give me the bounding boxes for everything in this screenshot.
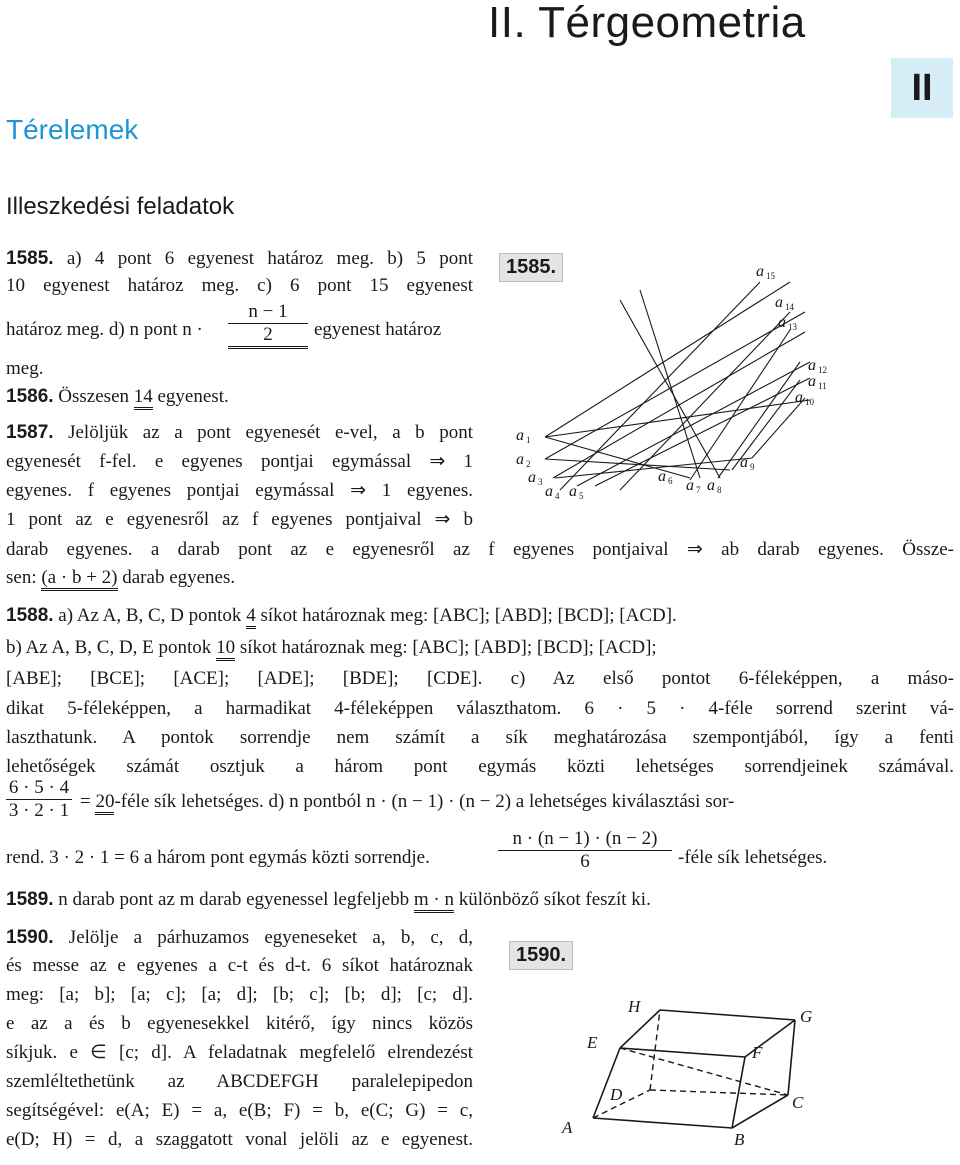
svg-text:13: 13 [788,322,797,332]
p1585-line-1: 1585. a) 4 pont 6 egyenest határoz meg. b) 5 pont [6,248,473,269]
subsection-title: Illeszkedési feladatok [6,193,235,220]
p1585-line-2: 10 egyenest határoz meg. c) 6 pont 15 egyenest [6,275,473,296]
p1588-line-7: $\frac{6 \cdot 5 \cdot 4}{3 \cdot 2 \cdot 1}$ = 20-féle sík lehetséges. d) n pontból n · (n − 1) · (n − 2) a lehetséges kiválasztási sor- [6,777,954,827]
line-label-a1: a [516,427,524,444]
p1590-line-1: 1590. Jelölje a párhuzamos egyeneseket a, b, c, d, [6,927,473,948]
p1587-line-2: egyenesét f-fel. e egyenes pontjai egymással ⇒ 1 [6,451,473,472]
svg-text:15: 15 [766,271,775,281]
line-label-a2: a [516,451,524,468]
answer-value: m · n [414,889,454,913]
answer-value: 4 [246,605,256,629]
line-label-a6: a [658,468,666,485]
line-label-a7: a [686,477,694,494]
svg-text:8: 8 [717,485,722,495]
svg-text:4: 4 [555,491,560,501]
fraction: $\frac{n \cdot (n - 1) \cdot (n - 2)}{6}$ [498,828,672,873]
p1587-line-6: sen: (a · b + 2) darab egyenes. [6,566,235,590]
p1588-line-8: rend. 3 · 2 · 1 = 6 a három pont egymás közti sorrendje. $\frac{n \cdot (n - 1) \cdot (n - 2)}{6}$ -féle sík lehetséges. [6,828,828,872]
p1588-line-2: b) Az A, B, C, D, E pontok 10 síkot határoznak meg: [ABC]; [ABD]; [BCD]; [ACD]; [6,636,657,660]
p1587-line-3: egyenes. f egyenes pontjai egymással ⇒ 1 egyenes. [6,480,473,501]
line-label-a4: a [545,483,553,500]
p1588-line-1: 1588. a) Az A, B, C, D pontok 4 síkot határoznak meg: [ABC]; [ABD]; [BCD]; [ACD]. [6,604,677,628]
p1588-line-4: dikat 5-féleképpen, a harmadikat 4-féleképpen választhatom. 6 · 5 · 4-féle sorrend szerint vá- [6,698,954,719]
line-label-a15: a [756,263,764,280]
figure-label-1585: 1585. [499,253,563,282]
p1585-line-3: határoz meg. d) n pont n · $\frac{n - 1}{2}$ egyenest határoz [6,303,481,355]
svg-text:12: 12 [818,365,827,375]
line-labels [516,263,827,501]
vertex-label-b: B [734,1130,745,1149]
p1590-line-8: e(D; H) = d, a szaggatott vonal jelöli az e egyenest. [6,1129,473,1150]
section-title: Térelemek [6,114,139,145]
p1590-line-2: és messe az e egyenes a c-t és d-t. 6 síkot határoznak [6,955,473,976]
problem-number: 1588. [6,605,54,626]
chapter-title: II. Térgeometria [488,0,806,47]
problem-number: 1589. [6,889,54,910]
svg-text:2: 2 [526,459,531,469]
chapter-tab[interactable]: II [891,58,953,118]
vertex-label-g: G [800,1007,813,1026]
line-label-a3: a [528,469,536,486]
answer-value: (a · b + 2) [41,567,117,591]
vertex-label-h: H [628,997,641,1016]
svg-text:6: 6 [668,476,673,486]
vertex-label-c: C [792,1093,804,1112]
svg-text:9: 9 [750,462,755,472]
problem-number: 1590. [6,927,54,948]
answer-value: 10 [216,637,235,661]
line-label-a8: a [707,477,715,494]
svg-text:5: 5 [579,491,584,501]
svg-text:14: 14 [785,302,794,312]
p1590-line-5: síkjuk. e ∈ [c; d]. A feladatnak megfelelő elrendezést [6,1042,473,1063]
p1585-line-4: meg. [6,358,44,379]
figure-1585-lines [505,255,845,510]
svg-text:10: 10 [805,397,814,407]
p1590-line-4: e az a és b egyenesekkel kitérő, így nincs közös [6,1013,473,1034]
svg-text:1: 1 [526,435,531,445]
svg-text:11: 11 [818,381,827,391]
p1590-line-7: segítségével: e(A; E) = a, e(B; F) = b, e(C; G) = c, [6,1100,473,1121]
line-label-a9: a [740,454,748,471]
answer-value: 20 [95,791,114,815]
vertex-label-a: A [562,1118,573,1137]
svg-text:3: 3 [538,477,543,487]
p1586: 1586. Összesen 14 egyenest. [6,385,229,409]
answer-value: 14 [134,386,153,410]
p1587-line-5: darab egyenes. a darab pont az e egyenesről az f egyenes pontjaival ⇒ ab darab egyenes. Össze- [6,539,954,560]
p1588-line-3: [ABE]; [BCE]; [ACE]; [ADE]; [BDE]; [CDE]. c) Az első pontot 6-féleképpen, a máso- [6,668,954,689]
p1588-line-5: laszthatunk. A pontok sorrendje nem számít a sík meghatározása szempontjából, így a fenti [6,727,954,748]
figure-1590-parallelepiped [555,990,825,1150]
line-label-a5: a [569,483,577,500]
line-label-a10: a [795,389,803,406]
svg-text:7: 7 [696,485,701,495]
line-label-a13: a [778,314,786,331]
vertex-label-f: F [752,1043,763,1062]
problem-number: 1586. [6,386,54,407]
line-label-a14: a [775,294,783,311]
p1588-line-6: lehetőségek számát osztjuk a három pont egymás közti lehetséges sorrendjeinek számával. [6,756,954,777]
line-label-a11: a [808,373,816,390]
p1590-line-3: meg: [a; b]; [a; c]; [a; d]; [b; c]; [b; d]; [c; d]. [6,984,473,1005]
fraction: $\frac{6 \cdot 5 \cdot 4}{3 \cdot 2 \cdot 1}$ [6,777,72,822]
p1587-line-4: 1 pont az e egyenesről az f egyenes pontjaival ⇒ b [6,509,473,530]
p1587-line-1: 1587. Jelöljük az a pont egyenesét e-vel, a b pont [6,422,473,443]
vertex-label-e: E [587,1033,598,1052]
p1589: 1589. n darab pont az m darab egyenessel legfeljebb m · n különböző síkot feszít ki. [6,888,651,912]
fraction: $\frac{n - 1}{2}$ [228,301,308,349]
problem-number: 1587. [6,422,54,443]
p1590-line-6: szemléltethetünk az ABCDEFGH paralelepipedon [6,1071,473,1092]
vertex-label-d: D [610,1085,623,1104]
figure-label-1590: 1590. [509,941,573,970]
problem-number: 1585. [6,248,54,269]
line-label-a12: a [808,357,816,374]
